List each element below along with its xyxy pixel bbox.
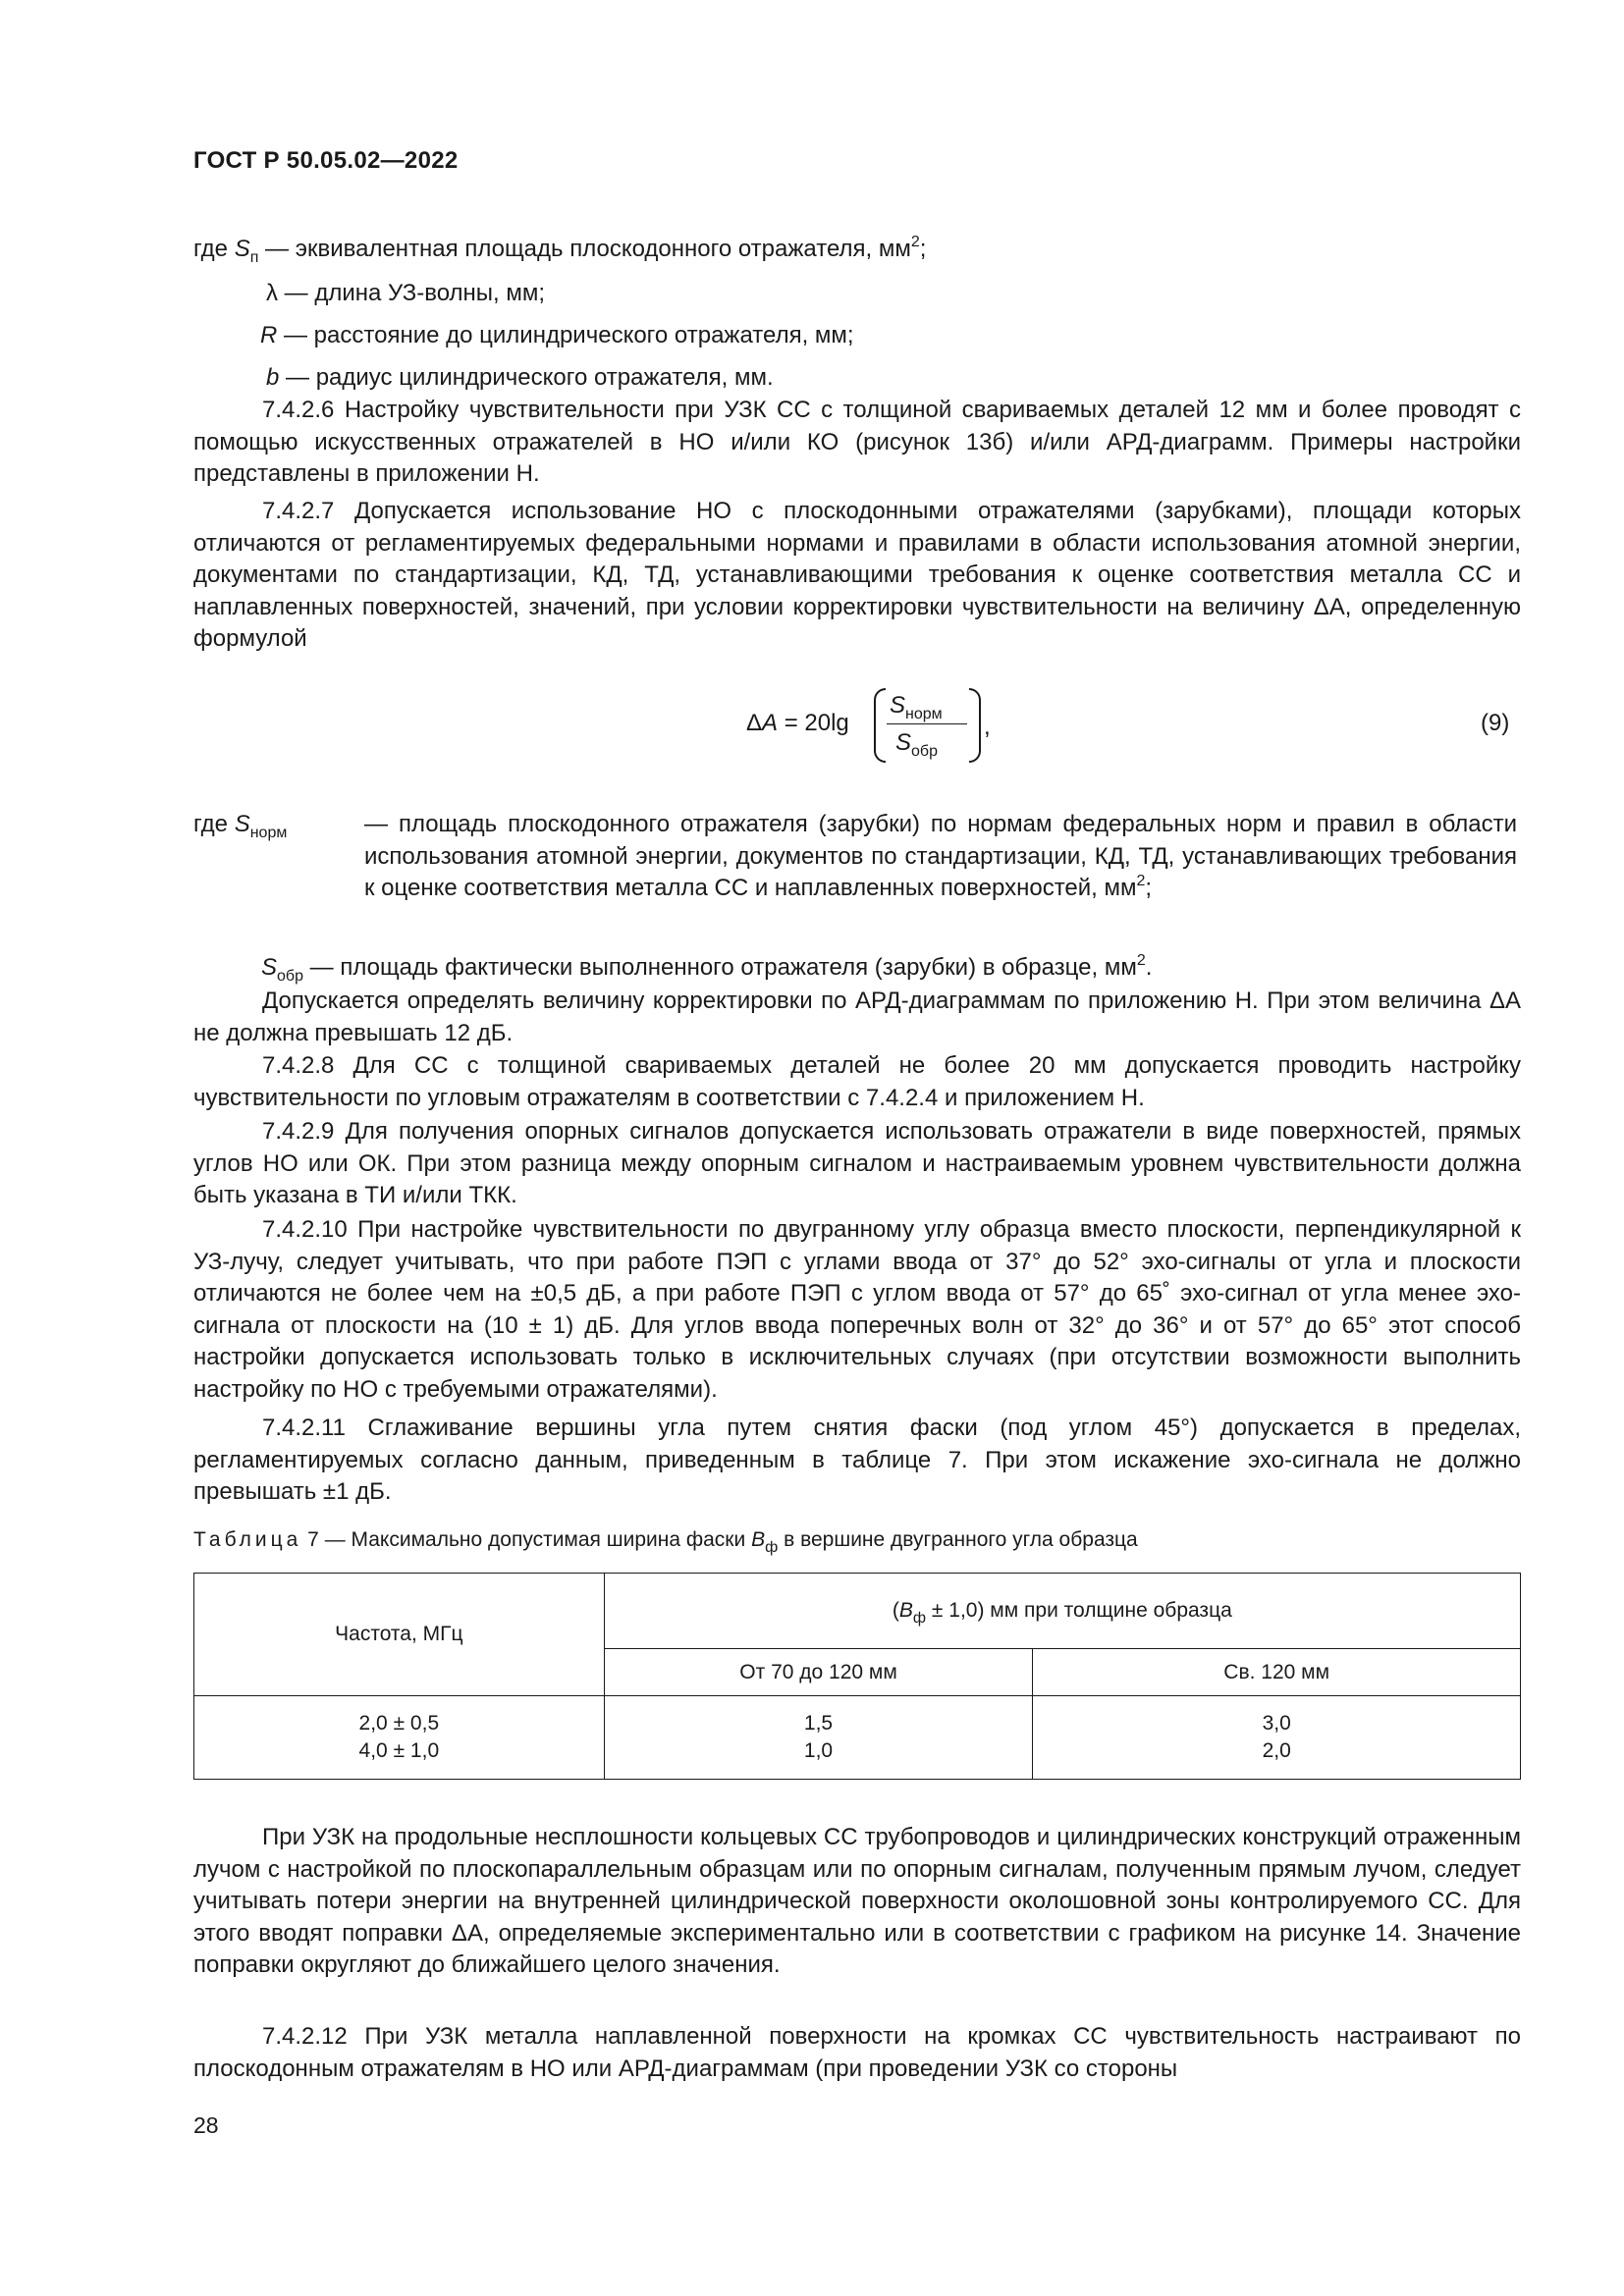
definition-s-norm-text: — площадь плоскодонного отражателя (зарубки) по нормам федеральных норм и правил в области использования атомной энергии, документов по стандартизации, КД, ТД, устанавливающих требования к оценке соответствия металла СС и наплавленных поверхностей, $мм^2$;: [364, 811, 1517, 901]
page-number: 28: [193, 2112, 219, 2138]
paragraph-7-4-2-8: 7.4.2.8 Для СС с толщиной свариваемых деталей не более 20 мм допускается проводить настройку чувствительности по угловым отражателям в соответствии с 7.4.2.4 и приложением Н.: [193, 1052, 1521, 1111]
table-7: [193, 1573, 1521, 1780]
fraction-line: [887, 723, 967, 724]
formula-comma: ,: [984, 714, 991, 740]
paragraph-7-4-2-12: 7.4.2.12 При УЗК металла наплавленной поверхности на кромках СС чувствительность настраивают по плоскодонным отражателям в НО или АРД-диаграммам (при проведении УЗК со стороны: [193, 2023, 1521, 2082]
paragraph-7-4-2-7: 7.4.2.7 Допускается использование НО с плоскодонными отражателями (зарубками), площади которых отличаются от регламентируемых федеральными нормами и правилами в области использования атомной энергии, документами по стандартизации, КД, ТД, устанавливающими требования к оценке соответствия металла СС и наплавленных поверхностей, значений, при условии корректировки чувствительности на величину ΔA, определенную формулой: [193, 498, 1521, 652]
paragraph-7-4-2-9: 7.4.2.9 Для получения опорных сигналов допускается использовать отражатели в виде поверхностей, прямых углов НО или ОК. При этом разница между опорным сигналом и настраиваемым уровнем чувствительности должна быть указана в ТИ и/или ТКК.: [193, 1118, 1521, 1208]
paragraph-7-4-2-10: 7.4.2.10 При настройке чувствительности по двугранному углу образца вместо плоскости, перпендикулярной к УЗ-лучу, следует учитывать, что при работе ПЭП с углами ввода от 37° до 52° эхо-сигналы от угла и плоскости отличаются не более чем на ±0,5 дБ, а при работе ПЭП с углом ввода от 57° до 65˚ эхо-сигнал от угла менее эхо-сигнала от плоскости на (10 ± 1) дБ. Для углов ввода поперечных волн от 32° до 36° и от 57° до 65° этот способ настройки допускается использовать только в исключительных случаях (при отсутствии возможности выполнить настройку по НО с требуемыми отражателями).: [193, 1216, 1521, 1403]
formula-denominator: $S_{обр}$: [895, 729, 938, 760]
definition-b: b — радиус цилиндрического отражателя, мм.: [266, 364, 774, 391]
right-parenthesis: [969, 688, 981, 763]
formula-numerator: $S_{норм}$: [890, 692, 943, 722]
cell-frequency: 2,0 ± 0,5 4,0 ± 1,0: [194, 1696, 605, 1780]
definition-s-norm-lead: где $S_{норм}$: [193, 811, 288, 841]
definition-r: R — расстояние до цилиндрического отражателя, мм;: [260, 322, 854, 348]
paragraph-7-4-2-11: 7.4.2.11 Сглаживание вершины угла путем снятия фаски (под углом 45°) допускается в пределах, регламентируемых согласно данным, приведенным в таблице 7. При этом искажение эхо-сигнала не должно превышать ±1 дБ.: [193, 1415, 1521, 1505]
document-header-code: ГОСТ Р 50.05.02—2022: [193, 147, 459, 174]
table-7-caption: Таблица 7 — Максимально допустимая ширина фаски $B_ф$ в вершине двугранного угла образца: [193, 1528, 1138, 1556]
cell-70-120: 1,5 1,0: [604, 1696, 1033, 1780]
equation-number: (9): [1481, 710, 1510, 736]
paragraph-pipes: При УЗК на продольные несплошности кольцевых СС трубопроводов и цилиндрических конструкций отраженным лучом с настройкой по плоскопараллельным образцам или по опорным сигналам, полученным прямым лучом, следует учитывать потери энергии на внутренней цилиндрической поверхности околошовной зоны контролируемого СС. Для этого вводят поправки ΔA, определяемые экспериментально или в соответствии с графиком на рисунке 14. Значение поправки округляют до ближайшего целого значения.: [193, 1824, 1521, 1978]
header-chamfer-group: $(B_ф \pm 1,0)$ мм при толщине образца: [604, 1574, 1520, 1649]
paragraph-ard: Допускается определять величину корректировки по АРД-диаграммам по приложению Н. При этом величина ΔА не должна превышать 12 дБ.: [193, 988, 1521, 1046]
cell-over-120: 3,0 2,0: [1033, 1696, 1521, 1780]
header-over-120: Св. 120 мм: [1033, 1649, 1521, 1696]
header-frequency: Частота, МГц: [194, 1574, 605, 1696]
definition-s-p: где $S_п$ — эквивалентная площадь плоскодонного отражателя, $мм^2$;: [193, 234, 927, 266]
definition-s-obr: $S_{обр}$ — площадь фактически выполненного отражателя (зарубки) в образце, $мм^2$.: [261, 952, 1153, 985]
paragraph-7-4-2-6: 7.4.2.6 Настройку чувствительности при УЗК СС с толщиной свариваемых деталей 12 мм и более проводят с помощью искусственных отражателей в НО и/или КО (рисунок 13б) и/или АРД-диаграмм. Примеры настройки представлены в приложении Н.: [193, 397, 1521, 487]
header-70-120: От 70 до 120 мм: [604, 1649, 1033, 1696]
definition-lambda: λ — длина УЗ-волны, мм;: [266, 280, 546, 306]
table-data-row: [194, 1696, 1521, 1780]
formula-lhs: ΔA = 20lg: [746, 710, 849, 736]
left-parenthesis: [874, 688, 886, 763]
